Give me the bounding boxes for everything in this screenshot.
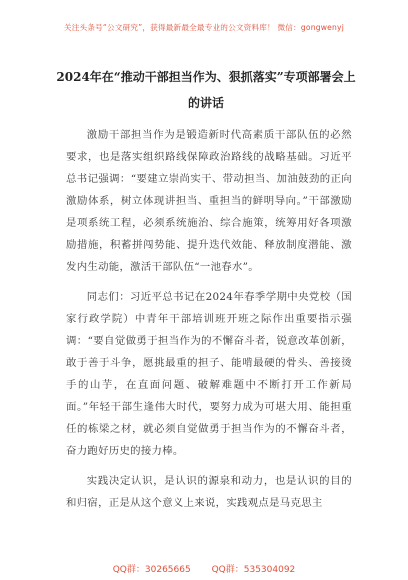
document-body bbox=[66, 124, 352, 522]
body-paragraph: 激励干部担当作为是锻造新时代高素质干部队伍的必然要求，也是落实组织路线保障政治路线的战略基础。习近平总书记强调：“要建立崇尚实干、带动担当、加油鼓劲的正向激励体系，树立体现讲担当、重担当的鲜明导向。”干部激励是项系统工程，必须系统施治、综合施策，统筹用好各项激励措施，积蓄拼闯势能、提升迭代效能、释放制度潜能、激发内生动能，激活干部队伍“一池春水”。 bbox=[66, 129, 352, 273]
footer-contacts bbox=[0, 562, 408, 575]
body-paragraph: 同志们：习近平总书记在2024年春季学期中央党校（国家行政学院）中青年干部培训班开班之际作出重要指示强调：“要自觉做勇于担当作为的不懈奋斗者，锐意改革创新，敢于善于斗争，愿挑最重的担子、能啃最硬的骨头、善接烫手的山芋，在直面问题、破解难题中不断打开工作新局面。”年轻干部生逢伟大时代，要努力成为可堪大用、能担重任的栋梁之材，就必须自觉做勇于担当作为的不懈奋斗者，奋力跑好历史的接力棒。 bbox=[66, 291, 352, 457]
document-title: 2024年在“推动干部担当作为、狠抓落实”专项部署会上的讲话 bbox=[56, 70, 356, 110]
qq-group-2: QQ群：535304092 bbox=[211, 565, 296, 575]
body-paragraph: 实践决定认识，是认识的源泉和动力，也是认识的目的和归宿，正是从这个意义上来说，实践观点是马克思主 bbox=[66, 475, 352, 509]
promo-banner: 关注头条号“公文研究”，获得最新最全最专业的公文资料库！ 微信：gongwenyj bbox=[63, 23, 345, 32]
qq-group-1: QQ群：30265665 bbox=[112, 565, 191, 575]
